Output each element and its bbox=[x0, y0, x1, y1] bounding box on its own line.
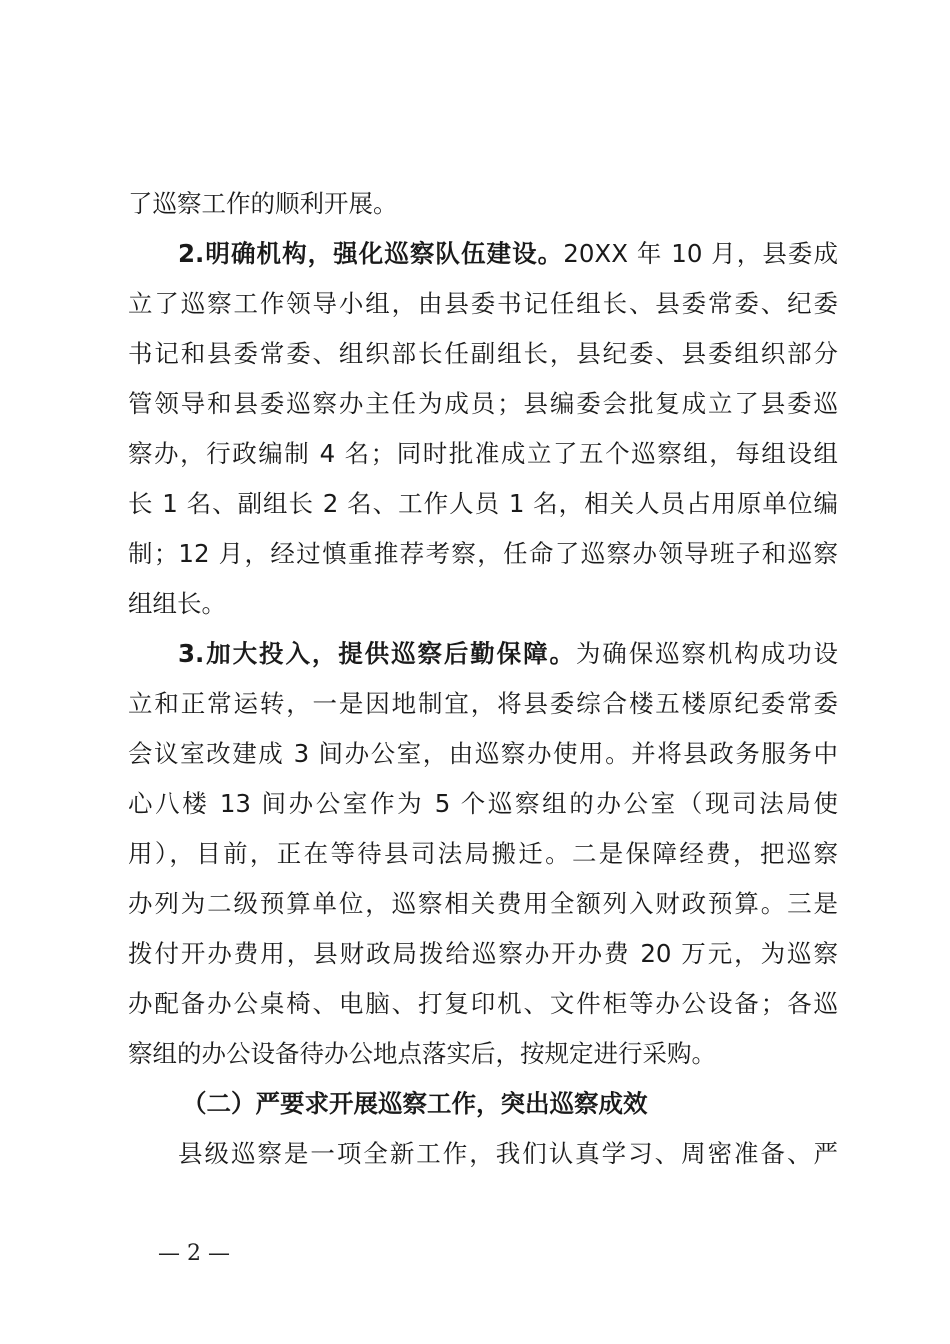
text-run: 会议室改建成 3 间办公室，由巡察办使用。并将县政务服务中 bbox=[128, 739, 838, 768]
text-run: 组组长。 bbox=[128, 589, 226, 618]
body-text-line bbox=[128, 684, 838, 724]
body-text-line bbox=[128, 384, 838, 424]
text-run: 拨付开办费用，县财政局拨给巡察办开办费 20 万元，为巡察 bbox=[128, 939, 838, 968]
body-text-line bbox=[128, 284, 838, 324]
page-number: — 2 — bbox=[158, 1241, 230, 1266]
text-run: （二）严要求开展巡察工作，突出巡察成效 bbox=[182, 1089, 648, 1118]
body-text-line bbox=[178, 1134, 838, 1174]
paragraph-heading: 2.明确机构，强化巡察队伍建设。 bbox=[178, 239, 564, 268]
body-text-line bbox=[178, 234, 838, 274]
body-text-line bbox=[128, 434, 838, 474]
text-run: 了巡察工作的顺利开展。 bbox=[128, 189, 398, 218]
text-run: 20XX 年 10 月，县委成 bbox=[563, 239, 838, 268]
text-run: 管领导和县委巡察办主任为成员；县编委会批复成立了县委巡 bbox=[128, 389, 838, 418]
body-text-line bbox=[128, 934, 838, 974]
body-text-line bbox=[128, 784, 838, 824]
paragraph-heading: 3.加大投入，提供巡察后勤保障。 bbox=[178, 639, 576, 668]
text-run: 察办，行政编制 4 名；同时批准成立了五个巡察组，每组设组 bbox=[128, 439, 838, 468]
body-text-line bbox=[178, 634, 838, 674]
body-text-line bbox=[128, 1034, 838, 1074]
body-text-line bbox=[128, 184, 838, 224]
body-text-line bbox=[128, 584, 838, 624]
body-text-line bbox=[128, 884, 838, 924]
text-run: 县级巡察是一项全新工作，我们认真学习、周密准备、严 bbox=[178, 1139, 838, 1168]
text-run: 为确保巡察机构成功设 bbox=[575, 639, 838, 668]
text-run: 立了巡察工作领导小组，由县委书记任组长、县委常委、纪委 bbox=[128, 289, 838, 318]
text-run: 书记和县委常委、组织部长任副组长，县纪委、县委组织部分 bbox=[128, 339, 838, 368]
body-text-line bbox=[128, 334, 838, 374]
text-run: 察组的办公设备待办公地点落实后，按规定进行采购。 bbox=[128, 1039, 716, 1068]
text-run: 办配备办公桌椅、电脑、打复印机、文件柜等办公设备；各巡 bbox=[128, 989, 838, 1018]
text-run: 办列为二级预算单位，巡察相关费用全额列入财政预算。三是 bbox=[128, 889, 838, 918]
body-text-line bbox=[128, 984, 838, 1024]
body-text-line bbox=[128, 484, 838, 524]
text-run: 心八楼 13 间办公室作为 5 个巡察组的办公室（现司法局使 bbox=[128, 789, 838, 818]
text-run: 长 1 名、副组长 2 名、工作人员 1 名，相关人员占用原单位编 bbox=[128, 489, 838, 518]
text-run: 用），目前，正在等待县司法局搬迁。二是保障经费，把巡察 bbox=[128, 839, 838, 868]
body-text-line bbox=[128, 734, 838, 774]
body-text-line bbox=[128, 834, 838, 874]
text-run: 制；12 月，经过慎重推荐考察，任命了巡察办领导班子和巡察 bbox=[128, 539, 838, 568]
section-heading bbox=[182, 1084, 782, 1124]
body-text-line bbox=[128, 534, 838, 574]
text-run: 立和正常运转，一是因地制宜，将县委综合楼五楼原纪委常委 bbox=[128, 689, 838, 718]
